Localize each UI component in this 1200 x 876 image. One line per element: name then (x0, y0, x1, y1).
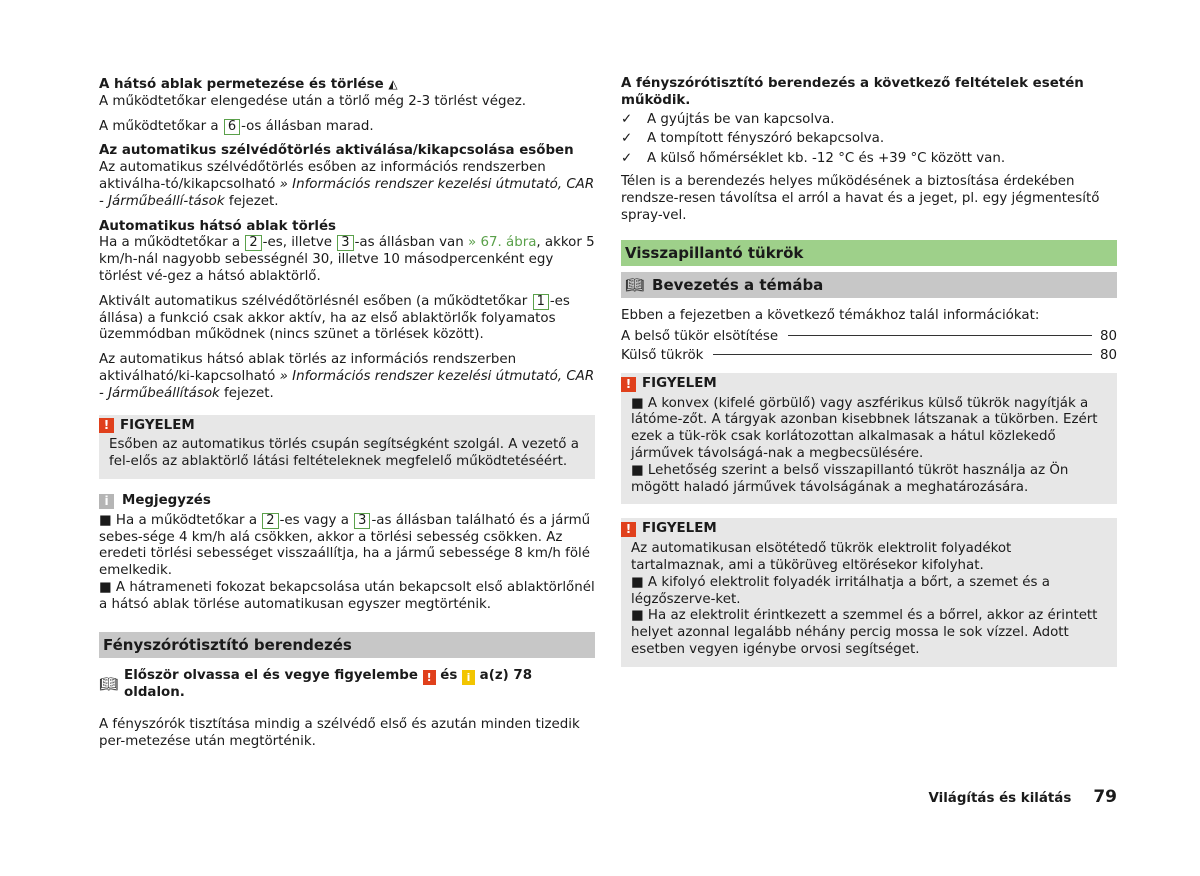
position-number: 1 (533, 294, 549, 310)
warning-item: ■ A konvex (kifelé görbülő) vagy aszférikus külső tükrök nagyítják a látóme-zőt. A tárgyak azonban kisebbnek látszanak a tükörben. Ezért ezek a tük-rök csak korlátozottan alkalmasak a hátul közlekedő járművek távolságá-nak a megbecsülésére. (631, 395, 1098, 461)
toc-entry[interactable] (621, 329, 1117, 346)
right-column (621, 76, 1117, 681)
toc-leader-line (713, 354, 1092, 355)
intro-subsection-text: Bevezetés a témába (652, 276, 824, 295)
read-first-text (124, 668, 595, 702)
auto-wiper-heading: Az automatikus szélvédőtörlés aktiválása/kikapcsolása esőben (99, 143, 574, 159)
rear-wiper-icon: ◭ (388, 77, 398, 91)
text: -as állásban van (354, 235, 468, 251)
text: -es, illetve (262, 235, 337, 251)
intro-subsection-title (621, 272, 1117, 298)
text: -as állásban található és a jármű sebes-sége 4 km/h alá csökken, akkor a törlési sebesség csökken. Az eredeti törlési sebességet visszaállítja, ha a jármű sebessége 8 km/h fölé emelkedik. (99, 512, 591, 579)
warning-box-electrolyte (621, 518, 1117, 666)
text: ■ Ha a működtetőkar a (99, 512, 262, 528)
text: Ha a működtetőkar a (99, 235, 245, 251)
warning-box (99, 415, 595, 479)
warning-text: Esőben az automatikus törlés csupán segítségként szolgál. A vezető a fel-elős az ablaktörlő látási feltételeknek megfelelő működtetéséért. (109, 437, 579, 470)
position-number: 3 (337, 235, 353, 251)
note-item-1 (99, 513, 595, 580)
cross-reference-link[interactable]: » Információs rendszer kezelési útmutató, CAR - Járműbeállítások (99, 368, 595, 401)
toc-page: 80 (1099, 347, 1117, 363)
paragraph-4 (99, 235, 595, 285)
check-icon: ✓ (621, 151, 633, 167)
headlight-conditions-heading: A fényszórótisztító berendezés a következő feltételek esetén működik. (621, 76, 1084, 108)
text: a(z) 78 oldalon. (124, 667, 533, 700)
check-icon: ✓ (621, 111, 633, 127)
position-number: 3 (354, 513, 370, 529)
position-number: 2 (245, 235, 261, 251)
warning-title-text: FIGYELEM (120, 417, 195, 433)
paragraph-1: A működtetőkar elengedése után a törlő még 2-3 törlést végez. (99, 93, 526, 109)
page-footer (928, 789, 1117, 808)
toc-label: Külső tükrök (621, 347, 704, 363)
warning-item: ■ A kifolyó elektrolit folyadék irritálhatja a bőrt, a szemet és a légzőszerve-ket. (631, 574, 1050, 607)
rear-wash-heading-text: A hátsó ablak permetezése és törlése (99, 77, 384, 92)
checklist-text: A gyújtás be van kapcsolva. (647, 111, 835, 127)
intro-paragraph: Ebben a fejezetben a következő témákhoz talál információkat: (621, 308, 1040, 324)
note-title-text: Megjegyzés (122, 492, 211, 508)
toc-leader-line (788, 335, 1092, 336)
warning-title (621, 376, 1107, 393)
warning-item: ■ Ha az elektrolit érintkezett a szemmel és a bőrrel, akkor az érintett helyet azonnal legalább néhány percig mossa le sok vízzel. Adott esetben vegyen igénybe orvosi segítséget. (631, 608, 1098, 657)
auto-rear-wiper-heading: Automatikus hátsó ablak törlés (99, 218, 337, 234)
text: -es vagy a (279, 512, 354, 528)
note-box (99, 493, 595, 614)
paragraph-5 (99, 294, 595, 344)
checklist-item (621, 112, 1117, 129)
text: Először olvassa el és vegye figyelembe (124, 667, 423, 683)
warning-title (99, 418, 585, 435)
checklist-text: A külső hőmérséklet kb. -12 °C és +39 °C között van. (647, 151, 1006, 167)
warning-box-convex (621, 373, 1117, 505)
mirrors-section-title: Visszapillantó tükrök (621, 240, 1117, 266)
check-icon: ✓ (621, 131, 633, 147)
text: és (435, 667, 462, 683)
warning-intro: Az automatikusan elsötétedő tükrök elektrolit folyadékot tartalmaznak, ami a tükörüveg eltörésekor kifolyhat. (631, 541, 1012, 573)
cross-reference-link[interactable]: » Információs rendszer kezelési útmutató, CAR - Járműbeállí-tások (99, 176, 595, 209)
warning-item: ■ Lehetőség szerint a belső visszapillantó tükröt használja az Ön mögött haladó járművek távolságának a meghatározására. (631, 462, 1069, 495)
position-number: 6 (224, 119, 240, 135)
info-icon: i (99, 494, 114, 509)
text: Az automatikus hátsó ablak törlés az információs rendszerben aktiválható/ki-kapcsolható (99, 352, 517, 384)
text: -es állása) a funkció csak akkor aktív, ha az első ablaktörlők folyamatos üzemmódban működnek (nincs szünet a törlések között). (99, 293, 570, 343)
text: , akkor 5 km/h-nál nagyobb sebességnél 30, illetve 10 másodpercenként egy törlést vé-gez a hátsó ablaktörlő. (99, 235, 595, 284)
note-title (99, 493, 595, 510)
text: Aktivált automatikus szélvédőtörlésnél esőben (a működtetőkar (99, 293, 532, 309)
paragraph-3 (99, 160, 595, 210)
warning-icon: ! (621, 522, 636, 537)
checklist-item (621, 131, 1117, 148)
checklist (621, 112, 1117, 168)
toc-label: A belső tükör elsötítése (621, 329, 779, 345)
text: fejezet. (219, 385, 274, 401)
read-first-line (99, 668, 595, 702)
toc-entry[interactable] (621, 348, 1117, 365)
checklist-text: A tompított fényszóró bekapcsolva. (647, 131, 885, 147)
warning-title (621, 521, 1107, 538)
winter-paragraph: Télen is a berendezés helyes működésének a biztosítása érdekében rendsze-resen távolítsa el arról a havat és a jeget, pl. egy jégmentesítő spray-vel. (621, 173, 1100, 223)
paragraph-6 (99, 352, 595, 402)
warning-title-text: FIGYELEM (642, 375, 717, 391)
figure-link[interactable]: » 67. ábra (468, 235, 537, 251)
toc-page: 80 (1099, 329, 1117, 345)
footer-section-name: Világítás és kilátás (928, 791, 1072, 806)
paragraph-7: A fényszórók tisztítása mindig a szélvédő első és azután minden tizedik per-metezése után megtörténik. (99, 717, 580, 750)
paragraph-2 (99, 119, 595, 136)
left-column (99, 76, 595, 759)
position-number: 2 (262, 513, 278, 529)
text: Az automatikus szélvédőtörlés esőben az információs rendszerben aktiválha-tó/kikapcsolható (99, 160, 546, 192)
note-icon: i (462, 670, 475, 685)
checklist-item (621, 151, 1117, 168)
headlight-cleaner-section-title: Fényszórótisztító berendezés (99, 632, 595, 658)
rear-wash-heading (99, 76, 595, 94)
note-item-2: ■ A hátrameneti fokozat bekapcsolása után bekapcsolt első ablaktörlőnél a hátsó ablak törlése automatikusan egyszer megtörténik. (99, 579, 595, 612)
warning-icon: ! (621, 377, 636, 392)
text: fejezet. (224, 193, 279, 209)
table-of-contents (621, 329, 1117, 365)
text: A működtetőkar a (99, 118, 223, 134)
book-icon: 📖︎ (625, 276, 645, 295)
warning-title-text: FIGYELEM (642, 521, 717, 537)
book-icon: 📖︎ (99, 675, 119, 694)
page-number: 79 (1093, 787, 1117, 807)
warning-icon: ! (423, 670, 436, 685)
text: -os állásban marad. (241, 118, 374, 134)
warning-icon: ! (99, 418, 114, 433)
